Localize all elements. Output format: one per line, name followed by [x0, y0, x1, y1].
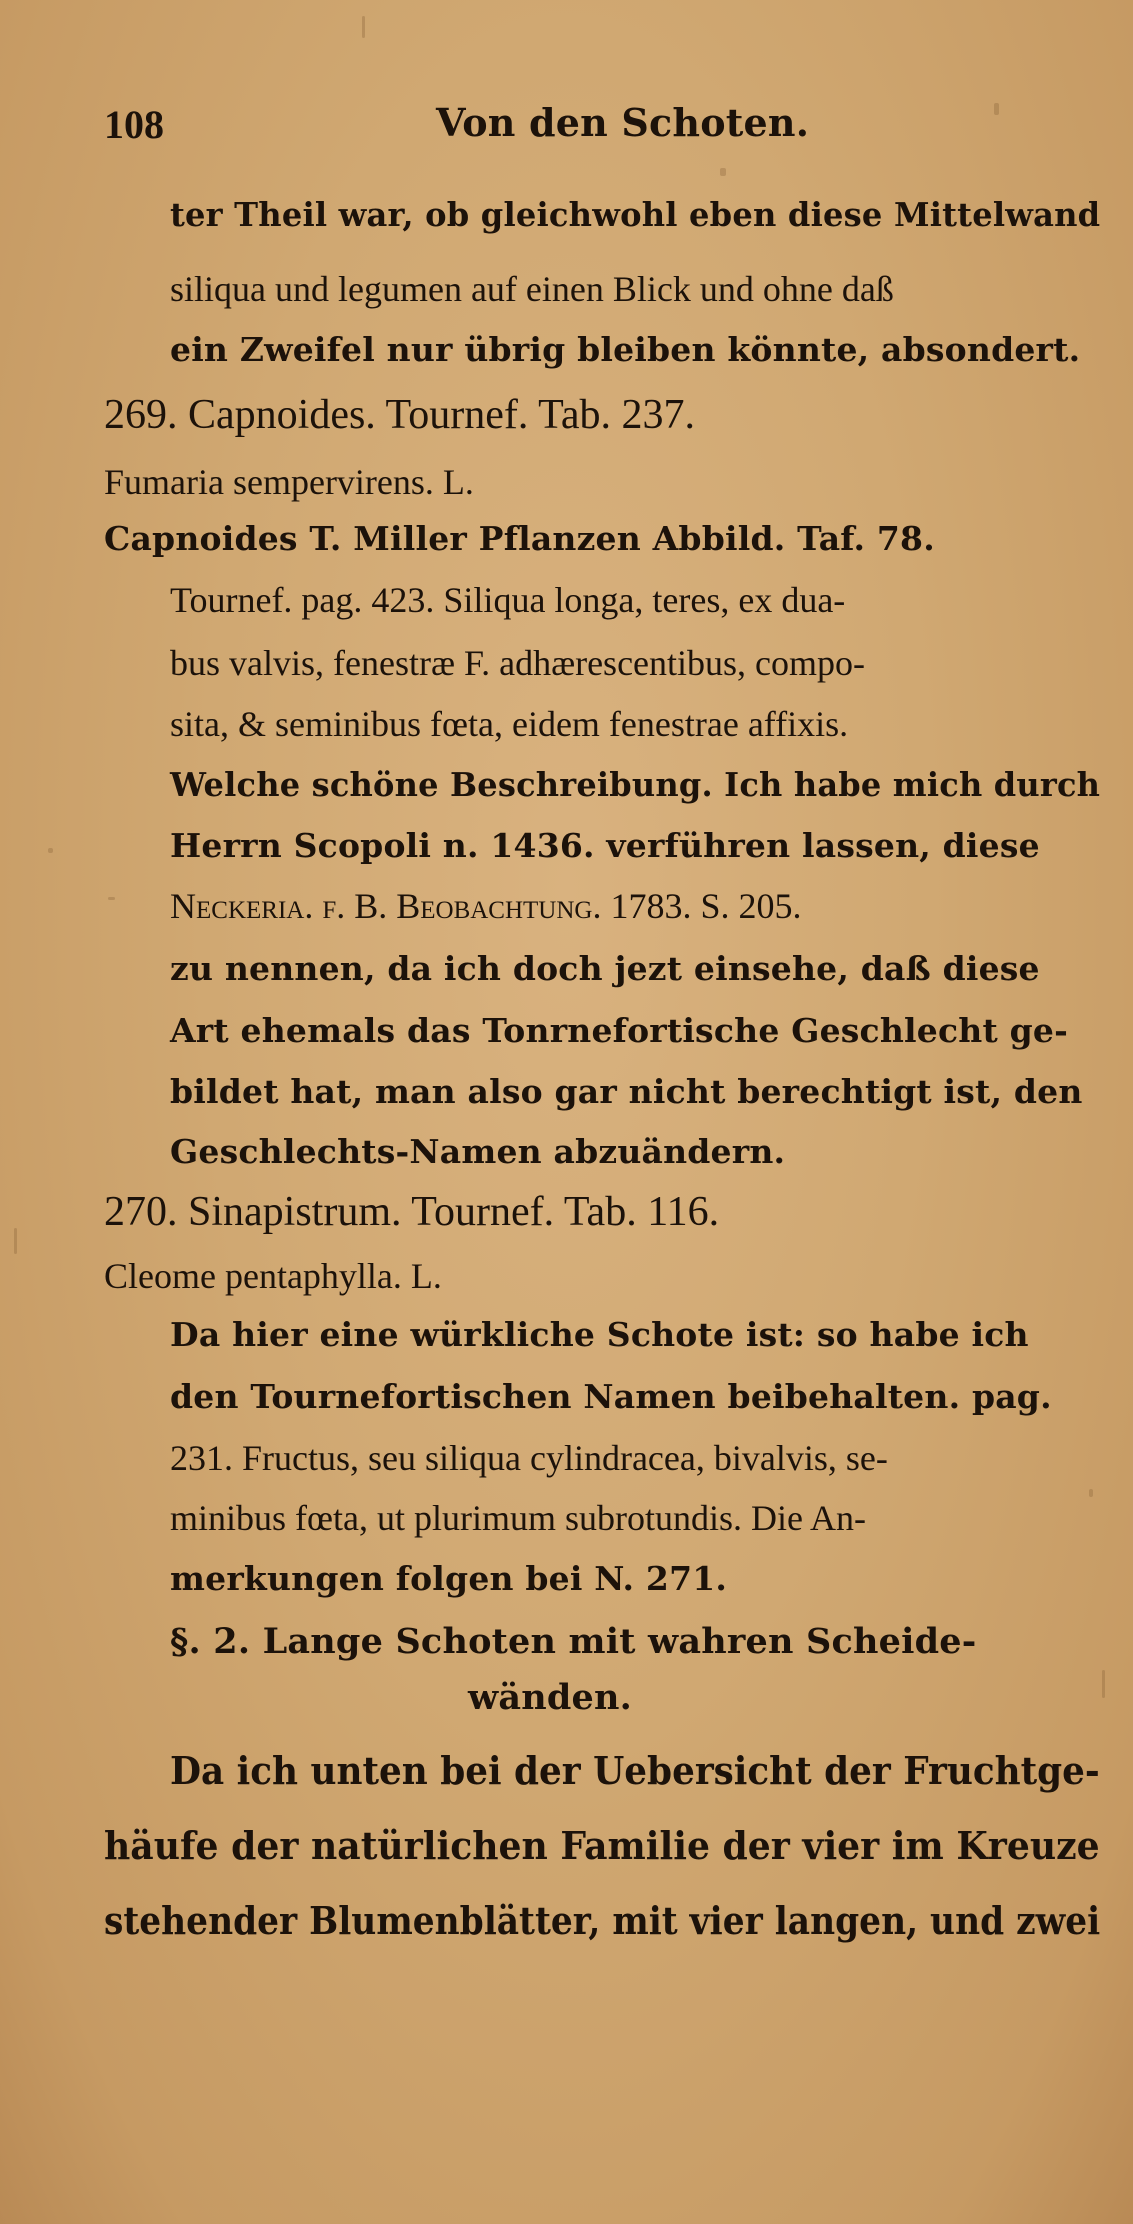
paper-speck [1089, 1489, 1093, 1497]
text-line: siliqua und legumen auf einen Blick und ohne daß [170, 269, 894, 309]
subsection-heading: §. 2. Lange Schoten mit wahren Scheide- [170, 1621, 977, 1662]
text-line-large: häufe der natürlichen Familie der vier im Kreuze [104, 1823, 1100, 1868]
text-line: Welche schöne Beschreibung. Ich habe mich durch [170, 765, 1101, 804]
text-line: minibus fœta, ut plurimum subrotundis. Die An- [170, 1498, 866, 1538]
text-line: bus valvis, fenestræ F. adhærescentibus, compo- [170, 643, 866, 683]
section-heading: 270. Sinapistrum. Tournef. Tab. 116. [104, 1189, 720, 1235]
text-line: zu nennen, da ich doch jezt einsehe, daß diese [170, 949, 1040, 988]
paper-speck [48, 848, 53, 853]
subsection-heading: wänden. [468, 1677, 633, 1718]
text-line: Geschlechts-Namen abzuändern. [170, 1132, 786, 1171]
text-line: 231. Fructus, seu siliqua cylindracea, bivalvis, se- [170, 1438, 888, 1478]
text-line: Tournef. pag. 423. Siliqua longa, teres, ex dua- [170, 580, 846, 620]
text-line: bildet hat, man also gar nicht berechtigt ist, den [170, 1072, 1083, 1111]
paper-speck [108, 897, 115, 900]
paper-speck [362, 16, 365, 38]
paper-speck [14, 1228, 17, 1254]
page-number: 108 [104, 102, 164, 147]
text-line: Art ehemals das Tonrnefortische Geschlecht ge- [170, 1011, 1068, 1050]
paper-speck [1102, 1670, 1105, 1698]
text-line: sita, & seminibus fœta, eidem fenestrae affixis. [170, 704, 849, 744]
text-line: ter Theil war, ob gleichwohl eben diese Mittelwand [170, 195, 1101, 234]
text-line: den Tournefortischen Namen beibehalten. pag. [170, 1377, 1052, 1416]
text-line: Da hier eine würkliche Schote ist: so habe ich [170, 1315, 1029, 1354]
text-line: Neckeria. f. B. Beobachtung. 1783. S. 205. [170, 886, 802, 926]
running-title: Von den Schoten. [436, 100, 810, 145]
paper-speck [994, 103, 999, 115]
text-line: Herrn Scopoli n. 1436. verführen lassen, diese [170, 826, 1040, 865]
text-line: merkungen folgen bei N. 271. [170, 1559, 728, 1598]
paper-speck [720, 168, 726, 176]
text-line: Cleome pentaphylla. L. [104, 1256, 442, 1296]
text-line: ein Zweifel nur übrig bleiben könnte, absondert. [170, 330, 1081, 369]
text-line-large: Da ich unten bei der Uebersicht der Fruchtge- [170, 1748, 1100, 1793]
text-line: Fumaria sempervirens. L. [104, 462, 474, 502]
text-line-large: stehender Blumenblätter, mit vier langen, und zwei [104, 1898, 1101, 1943]
text-line: Capnoides T. Miller Pflanzen Abbild. Taf. 78. [104, 519, 935, 558]
section-heading: 269. Capnoides. Tournef. Tab. 237. [104, 392, 695, 438]
